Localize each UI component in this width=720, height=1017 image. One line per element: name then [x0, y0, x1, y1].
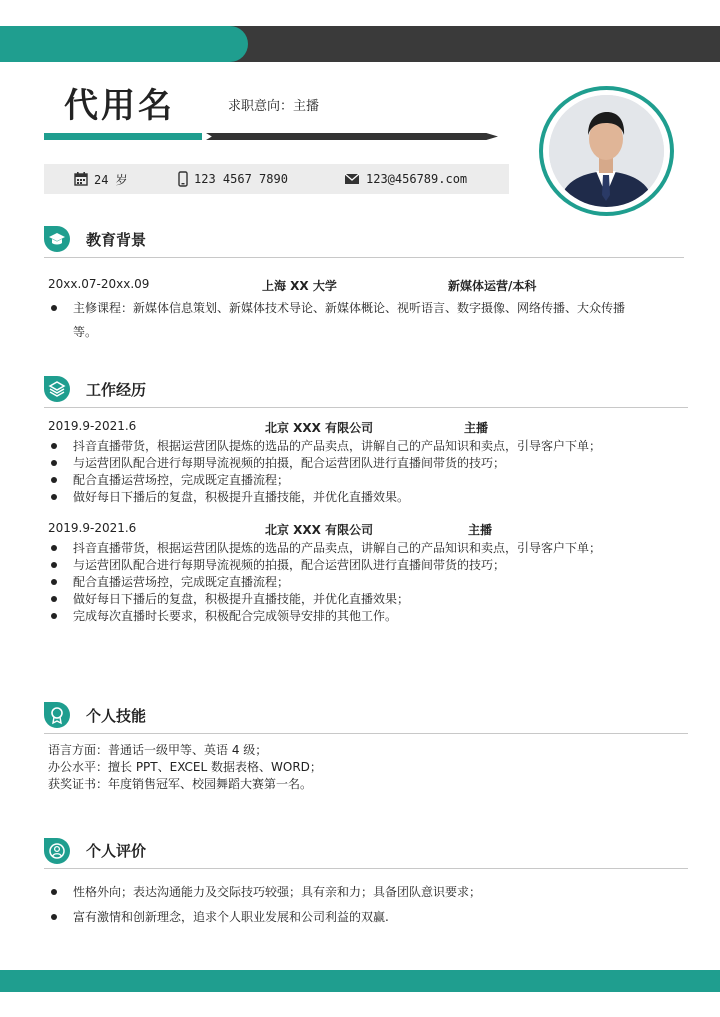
- bullet: [51, 562, 57, 568]
- phone-text: 123 4567 7890: [194, 172, 288, 186]
- bullet: [51, 460, 57, 466]
- person-icon: [44, 838, 70, 864]
- evaluation-line: 性格外向；表达沟通能力及交际技巧较强；具有亲和力；具备团队意识要求；: [73, 885, 482, 899]
- education-divider: [44, 257, 684, 258]
- job-intent-value: 主播: [293, 99, 320, 114]
- name-divider-dark: [206, 133, 498, 140]
- job-2-duty: 配合直播运营场控，完成既定直播流程；: [73, 575, 290, 589]
- top-banner-accent: [0, 26, 248, 62]
- job-1-role: 主播: [464, 421, 489, 435]
- contact-phone: [178, 164, 288, 194]
- evaluation-title: 个人评价: [86, 842, 147, 860]
- skills-divider: [44, 733, 688, 734]
- envelope-icon: [344, 173, 360, 185]
- job-1-duty: 抖音直播带货，根据运营团队提炼的选品的产品卖点，讲解自己的产品知识和卖点，引导客户下单；: [73, 439, 602, 453]
- skill-awards: 获奖证书：年度销售冠军、校园舞蹈大赛第一名。: [48, 777, 313, 791]
- bullet: [51, 579, 57, 585]
- portrait-illustration: [549, 95, 664, 207]
- bullet: [51, 545, 57, 551]
- job-2-duty: 抖音直播带货，根据运营团队提炼的选品的产品卖点，讲解自己的产品知识和卖点，引导客户下单；: [73, 541, 602, 555]
- bullet: [51, 477, 57, 483]
- education-courses: 主修课程：新媒体信息策划、新媒体技术导论、新媒体概论、视听语言、数字摄像、网络传播、大众传播: [73, 301, 626, 315]
- profile-photo: [549, 95, 664, 207]
- bullet: [51, 305, 57, 311]
- email-text: 123@456789.com: [366, 172, 468, 186]
- skill-language: 语言方面：普通话一级甲等、英语 4 级；: [48, 743, 268, 757]
- candidate-name: 代用名: [64, 86, 175, 126]
- award-ribbon-icon: [44, 702, 70, 728]
- job-2-period: 2019.9-2021.6: [48, 521, 137, 535]
- calendar-icon: [74, 172, 88, 186]
- job-2-company: 北京 XXX 有限公司: [265, 523, 374, 537]
- layers-icon: [44, 376, 70, 402]
- bullet: [51, 889, 57, 895]
- job-1-duty: 与运营团队配合进行每期导流视频的拍摄，配合运营团队进行直播间带货的技巧；: [73, 456, 506, 470]
- job-2-duty: 与运营团队配合进行每期导流视频的拍摄，配合运营团队进行直播间带货的技巧；: [73, 558, 506, 572]
- education-courses-cont: 等。: [73, 325, 98, 339]
- education-period: 20xx.07-20xx.09: [48, 277, 150, 291]
- contact-strip: [44, 164, 509, 194]
- evaluation-line: 富有激情和创新理念，追求个人职业发展和公司利益的双赢.: [73, 910, 389, 924]
- contact-age: [74, 164, 128, 194]
- skill-office: 办公水平：擅长 PPT、EXCEL 数据表格、WORD；: [48, 760, 322, 774]
- name-divider-accent: [44, 133, 202, 140]
- graduation-cap-icon: [44, 226, 70, 252]
- education-school: 上海 XX 大学: [262, 279, 337, 293]
- bullet: [51, 596, 57, 602]
- job-2-role: 主播: [468, 523, 493, 537]
- job-intent-label: 求职意向：: [228, 99, 294, 114]
- age-text: 24 岁: [94, 172, 128, 187]
- profile-photo-frame: [539, 86, 674, 216]
- contact-email: [344, 164, 467, 194]
- education-major: 新媒体运营/本科: [448, 279, 537, 293]
- job-1-duty: 配合直播运营场控，完成既定直播流程；: [73, 473, 290, 487]
- job-1-period: 2019.9-2021.6: [48, 419, 137, 433]
- phone-icon: [178, 171, 188, 187]
- skills-title: 个人技能: [86, 707, 147, 725]
- bullet: [51, 914, 57, 920]
- job-intent: [228, 95, 319, 114]
- job-2-duty: 做好每日下播后的复盘，积极提升直播技能，并优化直播效果；: [73, 592, 410, 606]
- bullet: [51, 613, 57, 619]
- job-2-duty: 完成每次直播时长要求，积极配合完成领导安排的其他工作。: [73, 609, 398, 623]
- bullet: [51, 494, 57, 500]
- job-1-company: 北京 XXX 有限公司: [265, 421, 374, 435]
- job-1-duty: 做好每日下播后的复盘，积极提升直播技能，并优化直播效果。: [73, 490, 410, 504]
- work-title: 工作经历: [86, 381, 147, 399]
- bottom-accent-bar: [0, 970, 720, 992]
- bullet: [51, 443, 57, 449]
- work-divider: [44, 407, 688, 408]
- education-title: 教育背景: [86, 231, 147, 249]
- evaluation-divider: [44, 868, 688, 869]
